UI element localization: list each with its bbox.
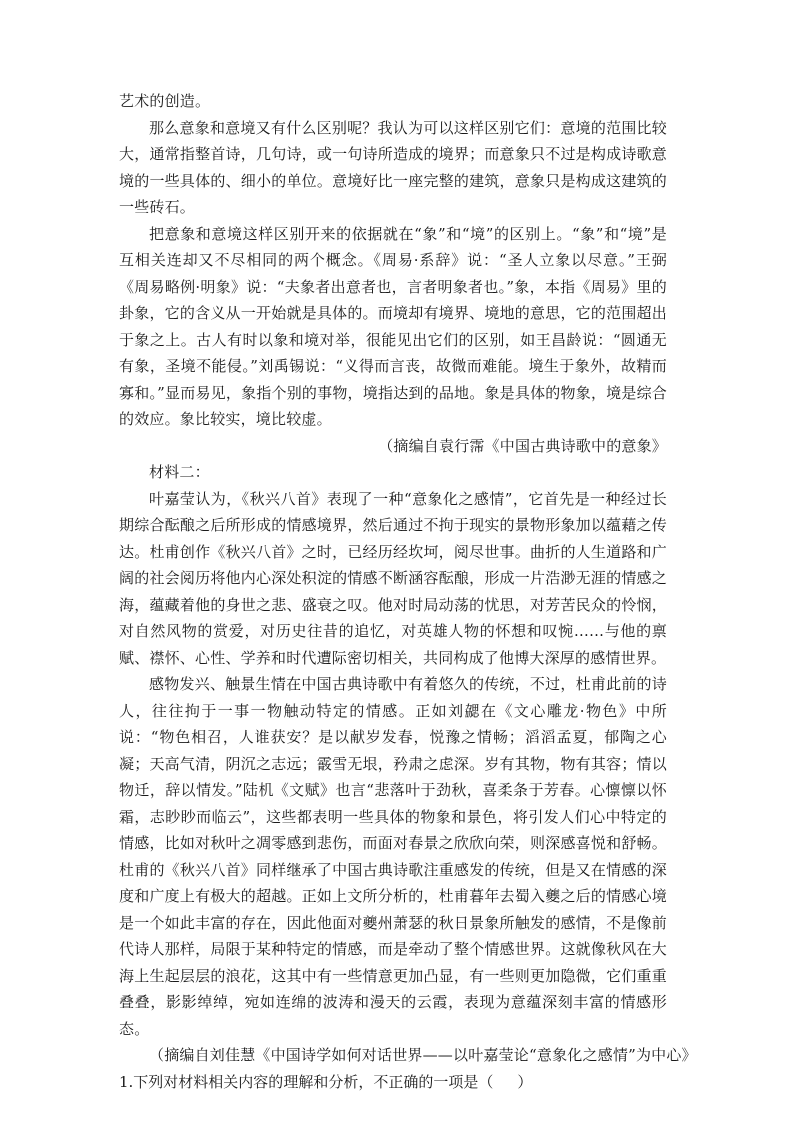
paragraph-xiang-and-jing: 把意象和意境这样区别开来的依据就在“象”和“境”的区别上。“象”和“境”是互相关连却又不尽相同的两个概念。《周易·系辞》说：“圣人立象以尽意。”王弼《周易略例·明象》说：“夫象者出意者也，言者明象者也。”象，本指《周易》里的卦象，它的含义从一开始就是具体的。而境却有境界、境地的意思，它的范围超出于象之上。古人有时以象和境对举，很能见出它们的区别，如王昌龄说：“圆通无有象，圣境不能侵。”刘禹锡说：“义得而言丧，故微而难能。境生于象外，故精而寡和。”显而易见，象指个别的事物，境指达到的品地。象是具体的物象，境是综合的效应。象比较实，境比较虚。	[119, 224, 667, 428]
document-page	[119, 88, 697, 1095]
question-1	[119, 1069, 667, 1096]
source-citation-2: （摘编自刘佳慧《中国诗学如何对话世界——以叶嘉莹论“意象化之感情”为中心》	[149, 1046, 697, 1064]
question-1-text: 1.下列对材料相关内容的理解和分析，不正确的一项是（	[119, 1072, 494, 1091]
paragraph-continuation: 艺术的创造。	[119, 92, 211, 110]
paragraph-ye-jiaying: 叶嘉莹认为，《秋兴八首》表现了一种“意象化之感情”，它首先是一种经过长期综合酝酿之后所形成的情感境界，然后通过不拘于现实的景物形象加以蕴藉之传达。杜甫创作《秋兴八首》之时，已经历经坎坷，阅尽世事。曲折的人生道路和广阔的社会阅历将他内心深处积淀的情感不断涵容酝酿，形成一片浩渺无涯的情感之海，蕴藏着他的身世之悲、盛衰之叹。他对时局动荡的忧思，对芳苦民众的怜悯，对自然风物的赏爱，对历史往昔的追忆，对英雄人物的怀想和叹惋……与他的禀赋、襟怀、心性、学养和时代遭际密切相关，共同构成了他博大深厚的感情世界。	[119, 489, 667, 667]
material-two-heading: 材料二：	[149, 463, 210, 481]
paragraph-imagery-vs-realm: 那么意象和意境又有什么区别呢？我认为可以这样区别它们：意境的范围比较大，通常指整首诗，几句诗，或一句诗所造成的境界；而意象只不过是构成诗歌意境的一些具体的、细小的单位。意境好比一座完整的建筑，意象只是构成这建筑的一些砖石。	[119, 118, 667, 216]
source-citation-1: （摘编自袁行霈《中国古典诗歌中的意象》	[378, 436, 667, 455]
question-1-close: ）	[517, 1072, 533, 1091]
paragraph-tradition: 感物发兴、触景生情在中国古典诗歌中有着悠久的传统，不过，杜甫此前的诗人，往往拘于一事一物触动特定的情感。正如刘勰在《文心雕龙·物色》中所说：“物色相召，人谁获安？是以献岁发春，悦豫之情畅；滔滔孟夏，郁陶之心凝；天高气清，阴沉之志远；霰雪无垠，矜肃之虑深。岁有其物，物有其容；情以物迁，辞以情发。”陆机《文赋》也言“悲落叶于劲秋，喜柔条于芳春。心懔懔以怀霜，志眇眇而临云”，这些都表明一些具体的物象和景色，将引发人们心中特定的情感，比如对秋叶之凋零感到悲伤，而面对春景之欣欣向荣，则深感喜悦和舒畅。杜甫的《秋兴八首》同样继承了中国古典诗歌注重感发的传统，但是又在情感的深度和广度上有极大的超越。正如上文所分析的，杜甫暮年去蜀入夔之后的情感心境是一个如此丰富的存在，因此他面对夔州萧瑟的秋日景象所触发的感情，不是像前代诗人那样，局限于某种特定的情感，而是牵动了整个情感世界。这就像秋风在大海上生起层层的浪花，这其中有一些情意更加凸显，有一些则更加隐微，它们重重叠叠，影影绰绰，宛如连绵的波涛和漫天的云霞，表现为意蕴深刻丰富的情感形态。	[119, 675, 667, 1038]
